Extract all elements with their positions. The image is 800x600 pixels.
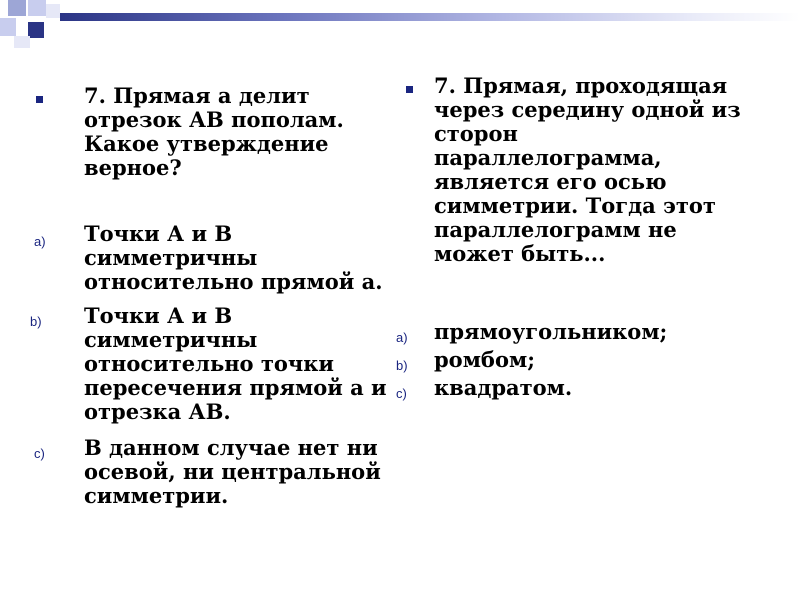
left-option-c: В данном случае нет ни осевой, ни центральной симметрии. [84,435,381,508]
decor-square [28,0,46,16]
square-bullet-icon [36,96,43,103]
right-option-c: квадратом. [434,375,573,400]
decor-square [46,4,60,18]
header-gradient-bar [60,13,800,21]
right-option-a: прямоугольником; [434,319,668,344]
left-option-a: Точки А и В симметричны относительно прямой а. [84,221,383,294]
option-letter: c) [34,446,45,461]
right-question-text: 7. Прямая, проходящая через середину одной из сторон параллелограмма, является его осью симметрии. Тогда этот параллелограмм не может быть... [434,73,741,266]
option-letter: a) [396,330,408,345]
option-letter: c) [396,386,407,401]
option-letter: b) [396,358,408,373]
left-question-text: 7. Прямая а делит отрезок АВ пополам. Какое утверждение верное? [84,83,344,180]
square-bullet-icon [406,86,413,93]
decor-square [14,36,30,48]
left-option-b: Точки А и В симметричны относительно точки пересечения прямой а и отрезка АВ. [84,303,387,424]
option-letter: a) [34,234,46,249]
decor-square [8,0,26,16]
right-option-b: ромбом; [434,347,535,372]
option-letter: b) [30,314,42,329]
decor-square [0,18,16,36]
decor-square [28,22,44,38]
